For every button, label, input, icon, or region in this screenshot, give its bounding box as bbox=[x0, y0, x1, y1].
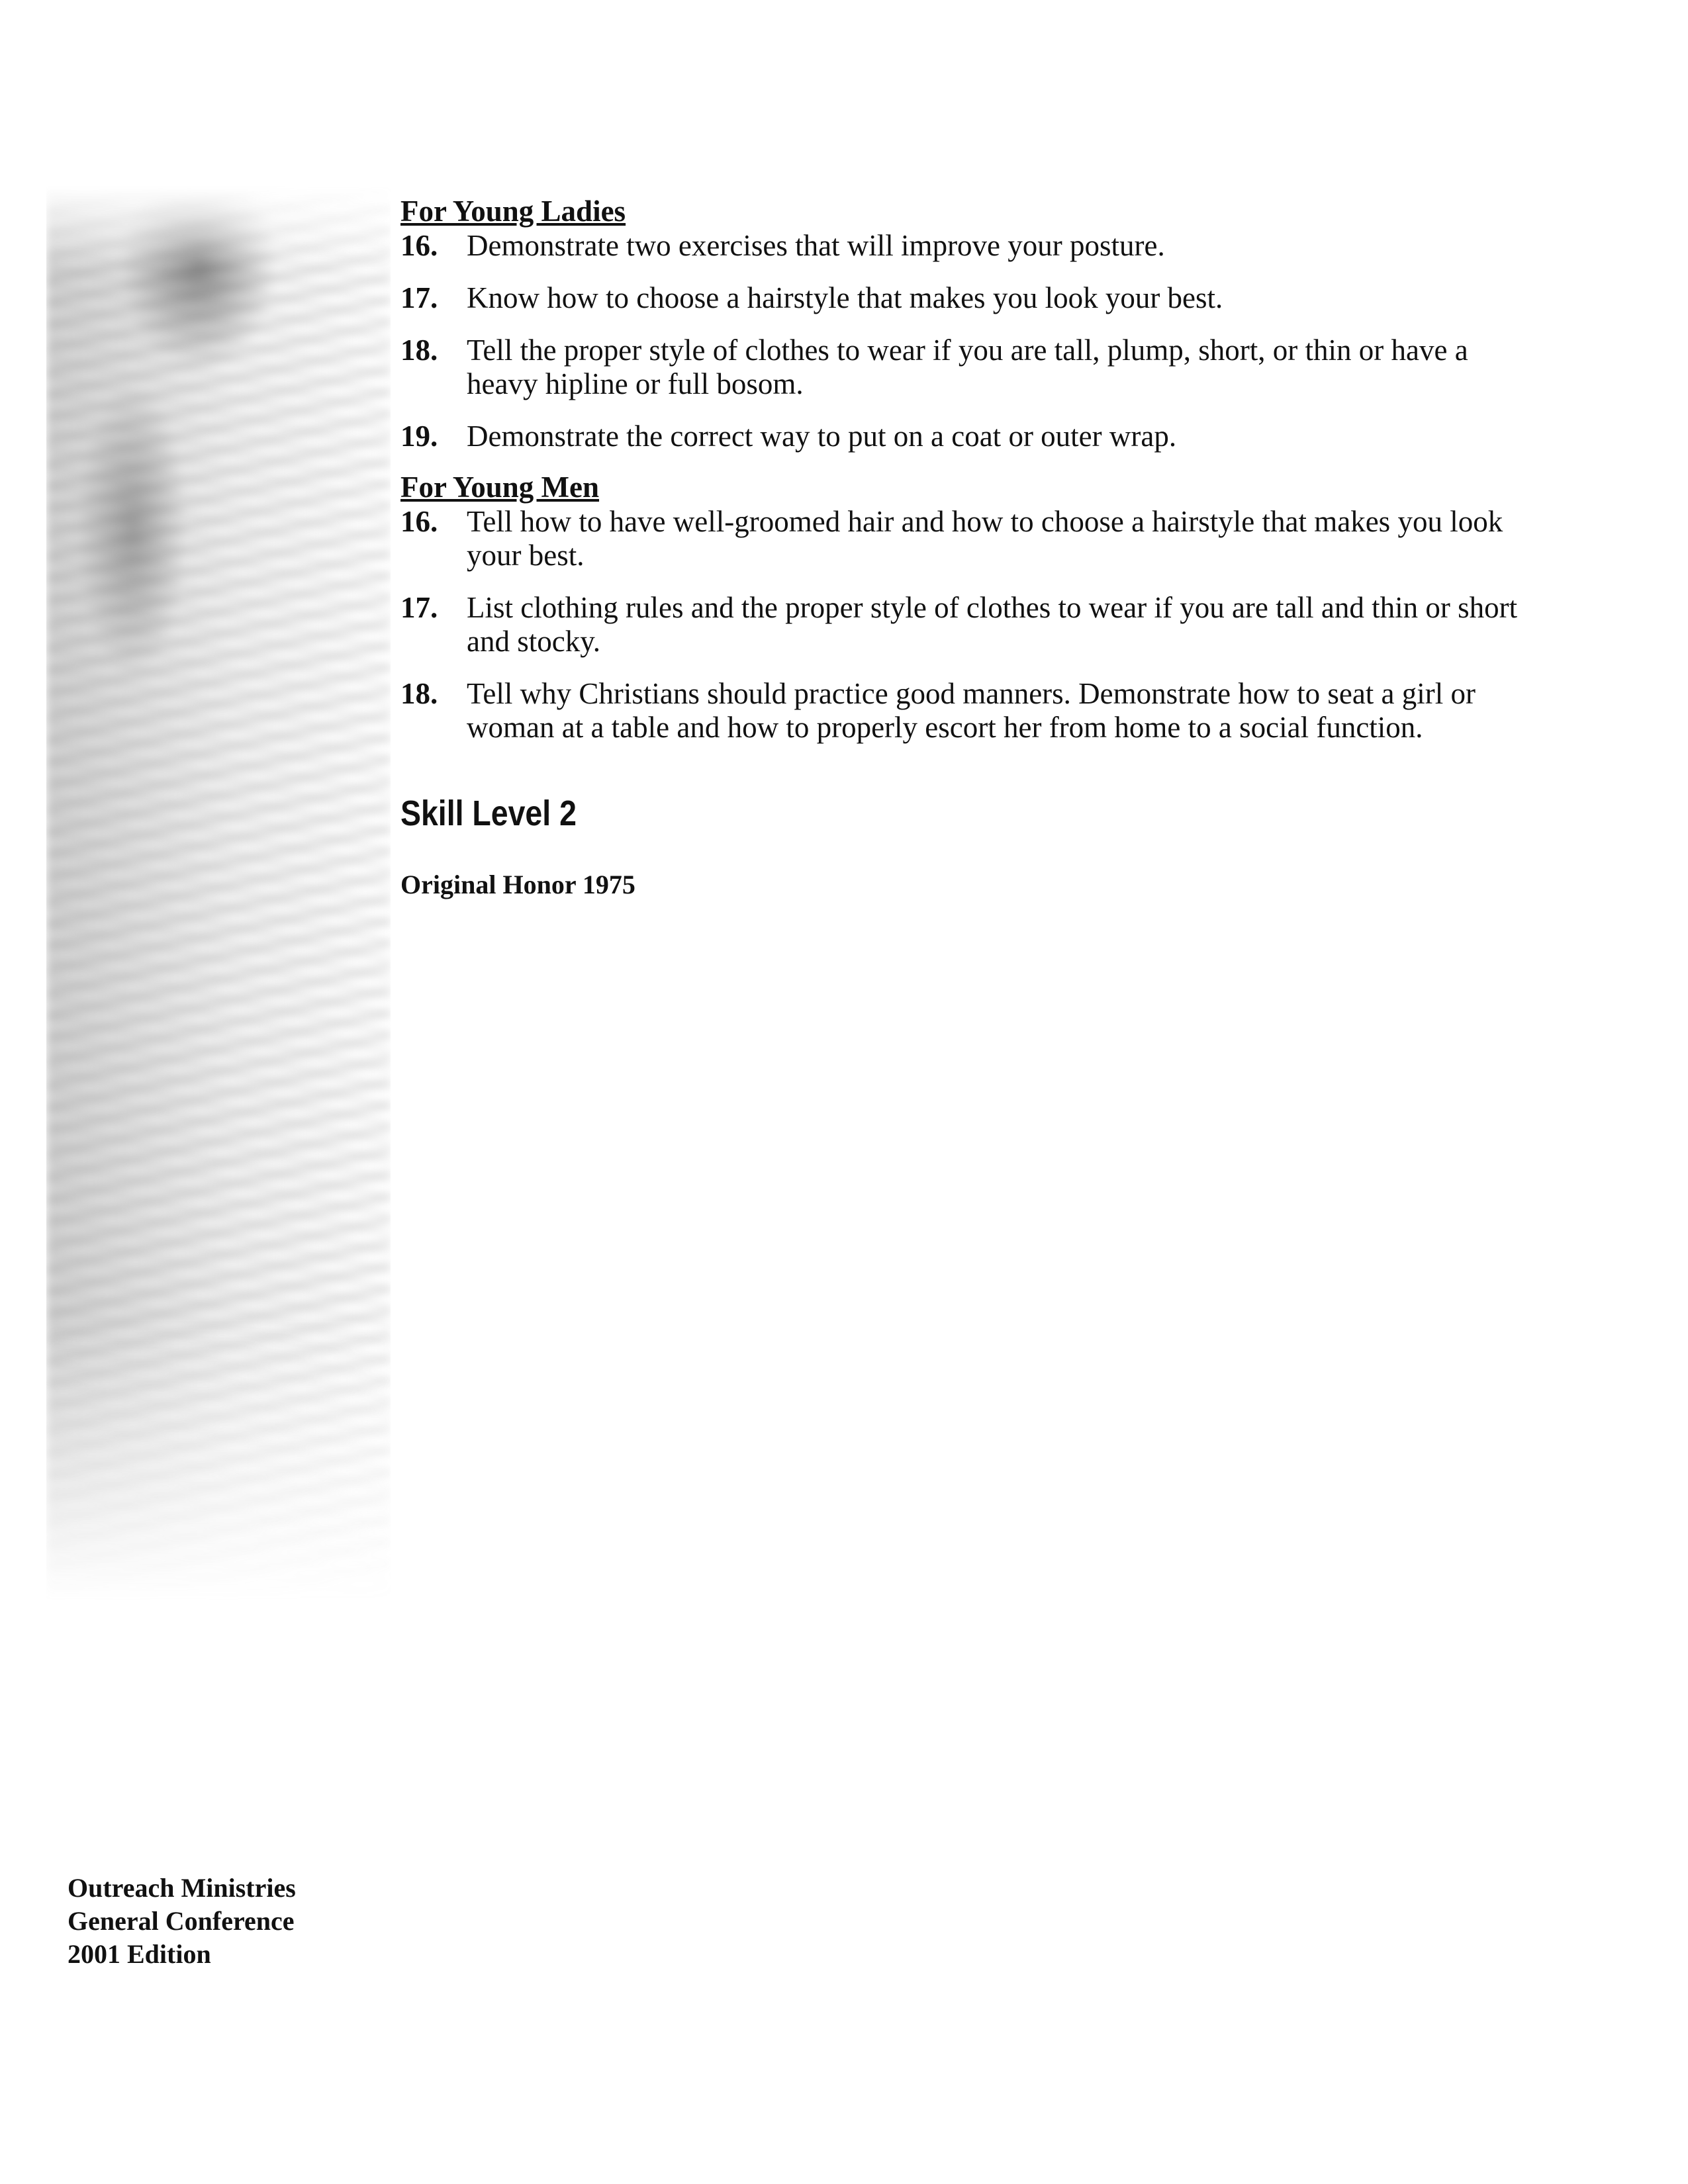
item-text: Tell how to have well-groomed hair and how to choose a hairstyle that makes you look your best. bbox=[467, 505, 1503, 572]
item-text: Demonstrate two exercises that will improve your posture. bbox=[467, 229, 1165, 262]
footer-line: 2001 Edition bbox=[68, 1939, 211, 1969]
item-number: 18. bbox=[400, 677, 438, 710]
item-text: List clothing rules and the proper style of clothes to wear if you are tall and thin or short and stocky. bbox=[467, 591, 1518, 658]
skill-level-heading: Skill Level 2 bbox=[400, 794, 577, 833]
list-item bbox=[400, 591, 1526, 659]
original-honor: Original Honor 1975 bbox=[400, 870, 635, 899]
footer-publisher bbox=[68, 1872, 296, 1971]
list-item bbox=[400, 334, 1526, 401]
item-text: Tell why Christians should practice good manners. Demonstrate how to seat a girl or woman at a table and how to properly escort her from home to a social function. bbox=[467, 677, 1476, 744]
ladies-requirements-list bbox=[400, 229, 1526, 453]
item-number: 16. bbox=[400, 505, 438, 538]
men-requirements-list bbox=[400, 505, 1526, 745]
footer-line: General Conference bbox=[68, 1906, 295, 1936]
item-number: 19. bbox=[400, 420, 438, 453]
men-heading: For Young Men bbox=[400, 471, 600, 504]
list-item bbox=[400, 677, 1526, 745]
ladies-heading: For Young Ladies bbox=[400, 195, 626, 228]
item-text: Know how to choose a hairstyle that makes you look your best. bbox=[467, 281, 1223, 314]
item-text: Tell the proper style of clothes to wear if you are tall, plump, short, or thin or have a heavy hipline or full bosom. bbox=[467, 334, 1468, 400]
list-item bbox=[400, 420, 1526, 453]
requirements-content bbox=[400, 193, 1526, 901]
list-item bbox=[400, 505, 1526, 572]
item-number: 17. bbox=[400, 281, 438, 314]
footer-line: Outreach Ministries bbox=[68, 1873, 296, 1903]
item-number: 18. bbox=[400, 334, 438, 367]
side-texture-decoration bbox=[46, 185, 391, 1602]
item-number: 17. bbox=[400, 591, 438, 624]
item-text: Demonstrate the correct way to put on a coat or outer wrap. bbox=[467, 420, 1177, 453]
list-item bbox=[400, 281, 1526, 315]
item-number: 16. bbox=[400, 229, 438, 262]
list-item bbox=[400, 229, 1526, 263]
